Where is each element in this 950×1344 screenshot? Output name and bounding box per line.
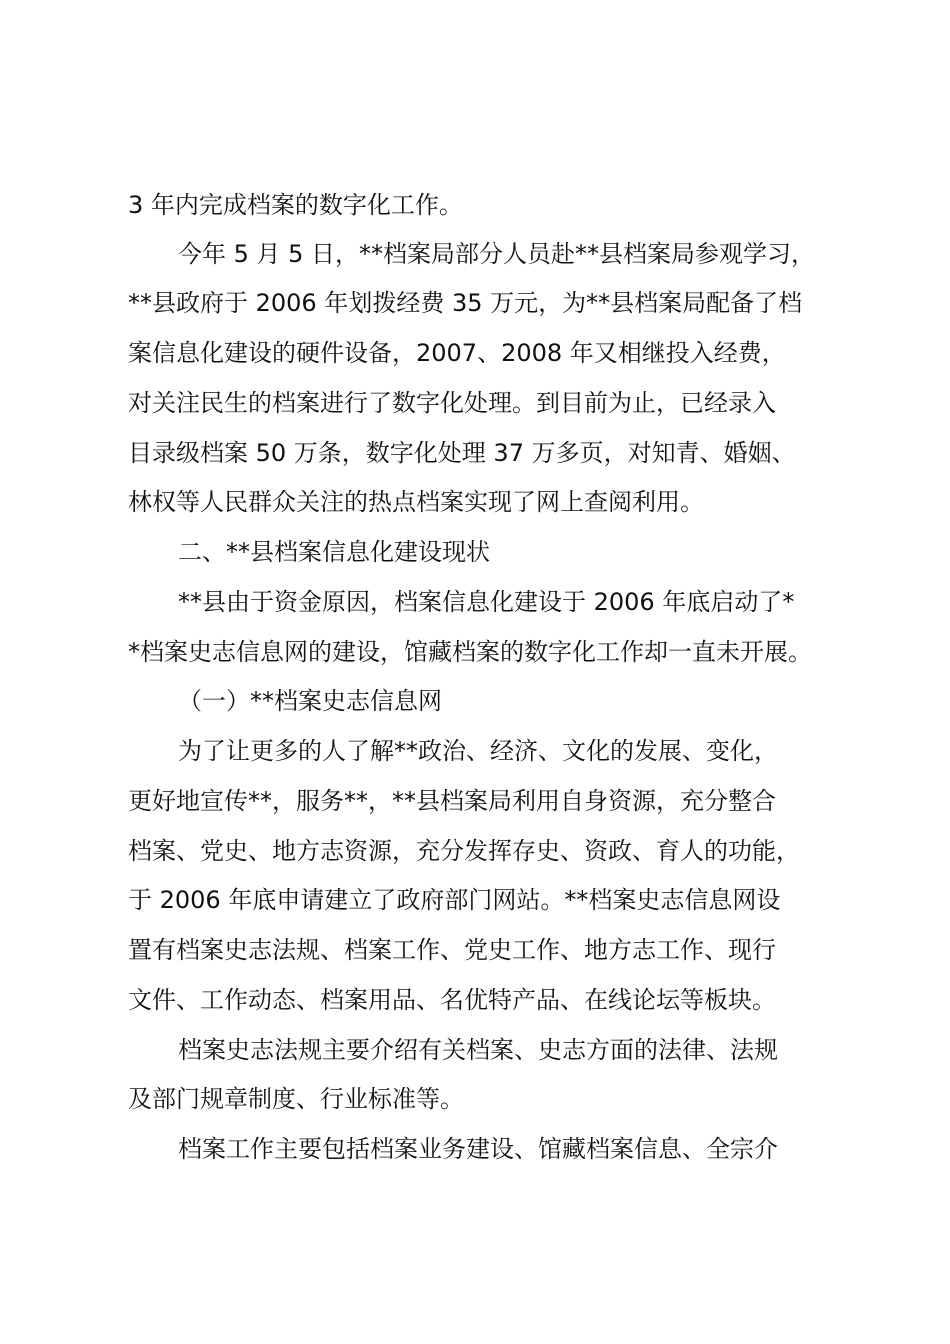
- paragraph-line: 为了让更多的人了解**政治、经济、文化的发展、变化，: [178, 737, 778, 765]
- paragraph-line: 案信息化建设的硬件设备，2007、2008 年又相继投入经费，: [128, 339, 786, 367]
- subsection-heading: （一）**档案史志信息网: [178, 687, 442, 715]
- paragraph-line: **县政府于 2006 年划拨经费 35 万元，为**县档案局配备了档: [128, 289, 803, 317]
- paragraph-line: 档案、党史、地方志资源，充分发挥存史、资政、育人的功能，: [128, 837, 800, 865]
- paragraph-line: 今年 5 月 5 日，**档案局部分人员赴**县档案局参观学习，: [178, 240, 816, 268]
- paragraph-line: 档案史志法规主要介绍有关档案、史志方面的法律、法规: [178, 1036, 778, 1064]
- paragraph-line: 档案工作主要包括档案业务建设、馆藏档案信息、全宗介: [178, 1135, 778, 1163]
- paragraph-line: 对关注民生的档案进行了数字化处理。到目前为止，已经录入: [128, 389, 776, 417]
- paragraph-line: 3 年内完成档案的数字化工作。: [128, 191, 463, 219]
- paragraph-line: 文件、工作动态、档案用品、名优特产品、在线论坛等板块。: [128, 986, 776, 1014]
- paragraph-line: 置有档案史志法规、档案工作、党史工作、地方志工作、现行: [128, 936, 776, 964]
- paragraph-line: 更好地宣传**，服务**，**县档案局利用自身资源，充分整合: [128, 787, 776, 815]
- paragraph-line: 及部门规章制度、行业标准等。: [128, 1085, 464, 1113]
- paragraph-line: *档案史志信息网的建设，馆藏档案的数字化工作却一直未开展。: [128, 638, 812, 666]
- paragraph-line: 林权等人民群众关注的热点档案实现了网上查阅利用。: [128, 488, 704, 516]
- paragraph-line: 于 2006 年底申请建立了政府部门网站。**档案史志信息网设: [128, 886, 781, 914]
- section-heading: 二、**县档案信息化建设现状: [178, 538, 490, 566]
- paragraph-line: 目录级档案 50 万条，数字化处理 37 万多页，对知青、婚姻、: [128, 439, 796, 467]
- paragraph-line: **县由于资金原因，档案信息化建设于 2006 年底启动了*: [178, 588, 795, 616]
